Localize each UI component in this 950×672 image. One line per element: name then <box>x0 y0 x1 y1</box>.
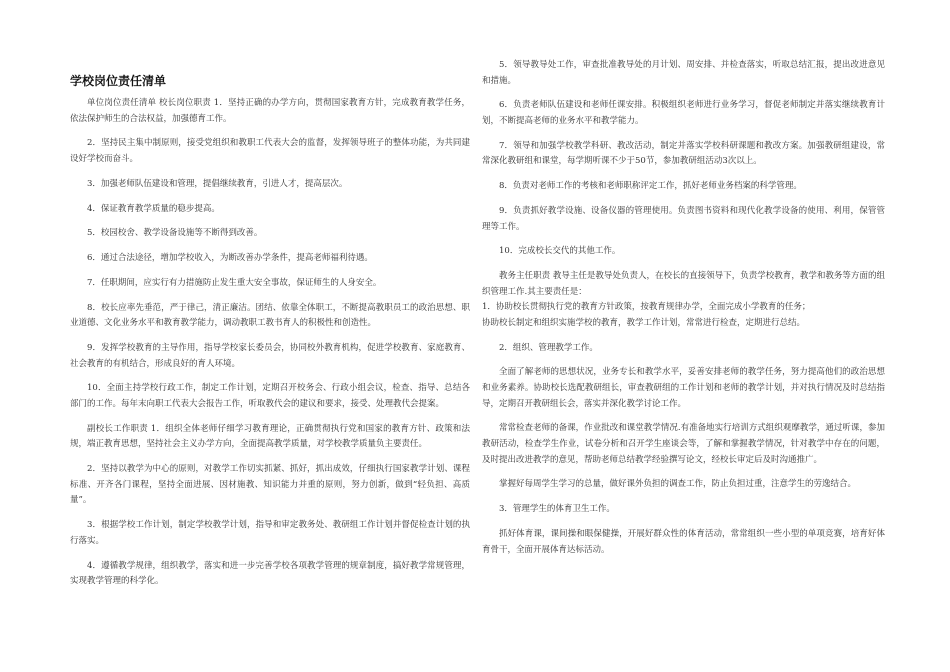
paragraph: 8．负责对老师工作的考核和老师职称评定工作，抓好老师业务档案的科学管理。 <box>499 181 802 192</box>
paragraph: 抓好体育课，课间操和眼保健操，开展好群众性的体育活动，常常组织一些小型的单项竞赛，培育好体育骨干，全面开展体育达标活动。 <box>482 528 885 555</box>
paragraph: 6．通过合法途径，增加学校收入，为断改善办学条件，提高老师福利待遇。 <box>87 253 373 264</box>
paragraph: 4．遵循教学规律，组织教学，落实和进一步完善学校各项教学管理的规章制度，搞好教学常规管理，实现教学管理的科学化。 <box>70 560 470 587</box>
paragraph: 6．负责老师队伍建设和老师任课安排。积极组织老师进行业务学习，督促老师制定并落实继续教育计划，不断提高老师的业务水平和教学能力。 <box>482 100 885 126</box>
paragraph: 10．全面主持学校行政工作，制定工作计划，定期召开校务会、行政小组会议，检查、指导、总结各部门的工作。每年末向职工代表大会报告工作，听取教代会的建议和要求，接受、处理教代会提案。 <box>70 383 470 409</box>
paragraph: 副校长工作职责 1．组织全体老师仔细学习教育理论，正确贯彻执行党和国家的教育方针、政策和法规，端正教育思想，坚持社会主义办学方向，全面提高教学质量，对学校教学质量负主要责任。 <box>70 423 470 450</box>
paragraph: 2．组织、管理教学工作。 <box>499 342 598 353</box>
paragraph: 5．领导教导处工作，审查批准教导处的月计划、周安排、并检查落实，听取总结汇报，提出改进意见和措施。 <box>482 60 885 86</box>
left-column <box>70 0 470 599</box>
list-line: 1．协助校长贯彻执行党的教育方针政策，按教育规律办学，全面完成小学教育的任务； <box>482 302 811 313</box>
paragraph: 9．负责抓好教学设施、设备仪器的管理使用。负责图书资料和现代化教学设备的使用、利用，保管管理等工作。 <box>482 205 885 232</box>
paragraph: 8．校长应率先垂范，严于律己，清正廉洁。团结、依靠全体职工，不断提高教职员工的政治思想、职业道德、文化业务水平和教育教学能力，调动教职工教书育人的积极性和创造性。 <box>70 302 470 329</box>
paragraph: 教务主任职责 教导主任是教导处负责人，在校长的直接领导下，负责学校教育，教学和教务等方面的组织管理工作.其主要责任是： <box>482 271 885 297</box>
paragraph: 4．保证教育教学质量的稳步提高。 <box>87 203 220 214</box>
document-title: 学校岗位责任清单 <box>70 74 167 88</box>
paragraph: 7．领导和加强学校教学科研、教改活动，制定并落实学校科研课题和教改方案。加强教研组建设，常常深化教研组和课堂，每学期听课不少于50节，参加教研组活动3次以上。 <box>482 140 885 167</box>
paragraph: 掌握好每周学生学习的总量，做好课外负担的调查工作，防止负担过重，注意学生的劳逸结合。 <box>499 479 857 490</box>
paragraph: 5．校园校舍、教学设备设施等不断得到改善。 <box>87 228 263 239</box>
paragraph: 常常检查老师的备课，作业批改和课堂教学情况.有准备地实行培训方式组织观摩教学，通过听课，参加教研活动，检查学生作业，试卷分析和召开学生座谈会等，了解和掌握教学情况，针对教学中存在的问题，及时提出改进教学的意见，帮助老师总结教学经验撰写论文，经校长审定后及时沟通推广。 <box>482 423 885 465</box>
list-line: 协助校长制定和组织实施学校的教育，教学工作计划，常常进行检查，定期进行总结。 <box>482 317 806 328</box>
paragraph: 2．坚持以教学为中心的原则，对教学工作切实抓紧、抓好，抓出成效，仔细执行国家教学计划、课程标准、开齐各门课程，坚持全面进展、因材施教、知识能力并重的原则，努力创新，做到“轻负担、高质量”。 <box>70 464 470 506</box>
paragraph: 10．完成校长交代的其他工作。 <box>499 246 621 257</box>
paragraph: 3．根据学校工作计划，制定学校教学计划，指导和审定教务处、教研组工作计划并督促检查计划的执行落实。 <box>70 520 470 546</box>
paragraph: 3．加强老师队伍建设和管理，提倡继续教育，引进人才，提高层次。 <box>87 178 348 189</box>
paragraph: 9．发挥学校教育的主导作用，指导学校家长委员会，协同校外教育机构，促进学校教育、家庭教育、社会教育的有机结合，形成良好的育人环境。 <box>70 343 470 369</box>
paragraph: 2．坚持民主集中制原则，接受党组织和教职工代表大会的监督，发挥领导班子的整体功能，为共同建设好学校而奋斗。 <box>70 138 470 164</box>
paragraph: 3．管理学生的体育卫生工作。 <box>499 504 615 515</box>
paragraph: 全面了解老师的思想状况，业务专长和教学水平，妥善安排老师的教学任务，努力提高他们的政治思想和业务素养。协助校长选配教研组长，审查教研组的工作计划和老师的教学计划，并对执行情况及时总结指导，定期召开教研组长会，落实并深化教学讨论工作。 <box>482 367 885 409</box>
paragraph: 单位岗位责任清单 校长岗位职责 1．坚持正确的办学方向，贯彻国家教育方针，完成教育教学任务，依法保护师生的合法权益，加强德育工作。 <box>70 98 470 124</box>
paragraph: 7．任职期间，应实行有力措施防止发生重大安全事故，保证师生的人身安全。 <box>87 277 382 288</box>
right-column <box>482 0 885 567</box>
